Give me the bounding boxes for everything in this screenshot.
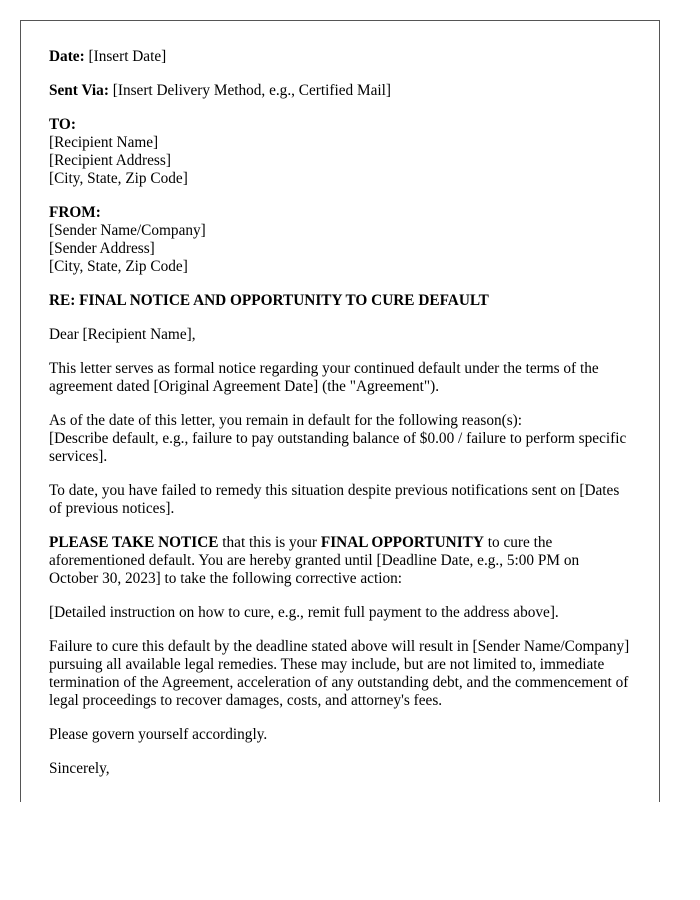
recipient-city: [City, State, Zip Code] [49, 170, 188, 187]
paragraph-final-opportunity [49, 534, 631, 588]
default-reason-detail: [Describe default, e.g., failure to pay outstanding balance of $0.00 / failure to perform specific services]. [49, 430, 627, 465]
final-opportunity-text-2: to cure the aforementioned default. You are hereby granted until [Deadline Date, e.g., 5:00 PM on October 30, 2023] to take the following corrective action: [49, 534, 580, 587]
sender-city: [City, State, Zip Code] [49, 258, 188, 275]
date-line [49, 48, 631, 66]
final-opportunity-text-1: that this is your [218, 534, 321, 551]
please-take-notice: PLEASE TAKE NOTICE [49, 534, 219, 551]
sent-via-line [49, 82, 631, 100]
letter-content [21, 21, 659, 778]
letter-page [20, 20, 660, 802]
paragraph-notice: This letter serves as formal notice regarding your continued default under the terms of the agreement dated [Original Agreement Date] (the "Agreement"). [49, 360, 599, 395]
paragraph-consequences: Failure to cure this default by the deadline stated above will result in [Sender Name/Company] pursuing all available legal remedies. These may include, but are not limited to, immediate termination of the Agreement, acceleration of any outstanding debt, and the commencement of legal proceedings to recover damages, costs, and attorney's fees. [49, 638, 630, 709]
recipient-address: [Recipient Address] [49, 152, 171, 169]
sender-name: [Sender Name/Company] [49, 222, 206, 239]
final-opportunity-emphasis: FINAL OPPORTUNITY [320, 534, 484, 551]
sender-address: [Sender Address] [49, 240, 155, 257]
to-block [49, 116, 631, 188]
to-label: TO: [49, 116, 76, 133]
from-label: FROM: [49, 204, 101, 221]
paragraph-cure-instruction: [Detailed instruction on how to cure, e.g., remit full payment to the address above]. [49, 604, 559, 621]
from-block [49, 204, 631, 276]
subject-line: RE: FINAL NOTICE AND OPPORTUNITY TO CURE DEFAULT [49, 292, 489, 309]
paragraph-govern: Please govern yourself accordingly. [49, 726, 268, 743]
paragraph-default-reason [49, 412, 631, 466]
sent-via-value: [Insert Delivery Method, e.g., Certified Mail] [112, 82, 391, 99]
date-value: [Insert Date] [88, 48, 167, 65]
recipient-name: [Recipient Name] [49, 134, 159, 151]
date-label: Date: [49, 48, 85, 65]
closing: Sincerely, [49, 760, 110, 777]
default-reason-intro: As of the date of this letter, you remain in default for the following reason(s): [49, 412, 523, 429]
salutation: Dear [Recipient Name], [49, 326, 196, 343]
sent-via-label: Sent Via: [49, 82, 109, 99]
paragraph-previous-notices: To date, you have failed to remedy this situation despite previous notifications sent on [Dates of previous notices]. [49, 482, 620, 517]
